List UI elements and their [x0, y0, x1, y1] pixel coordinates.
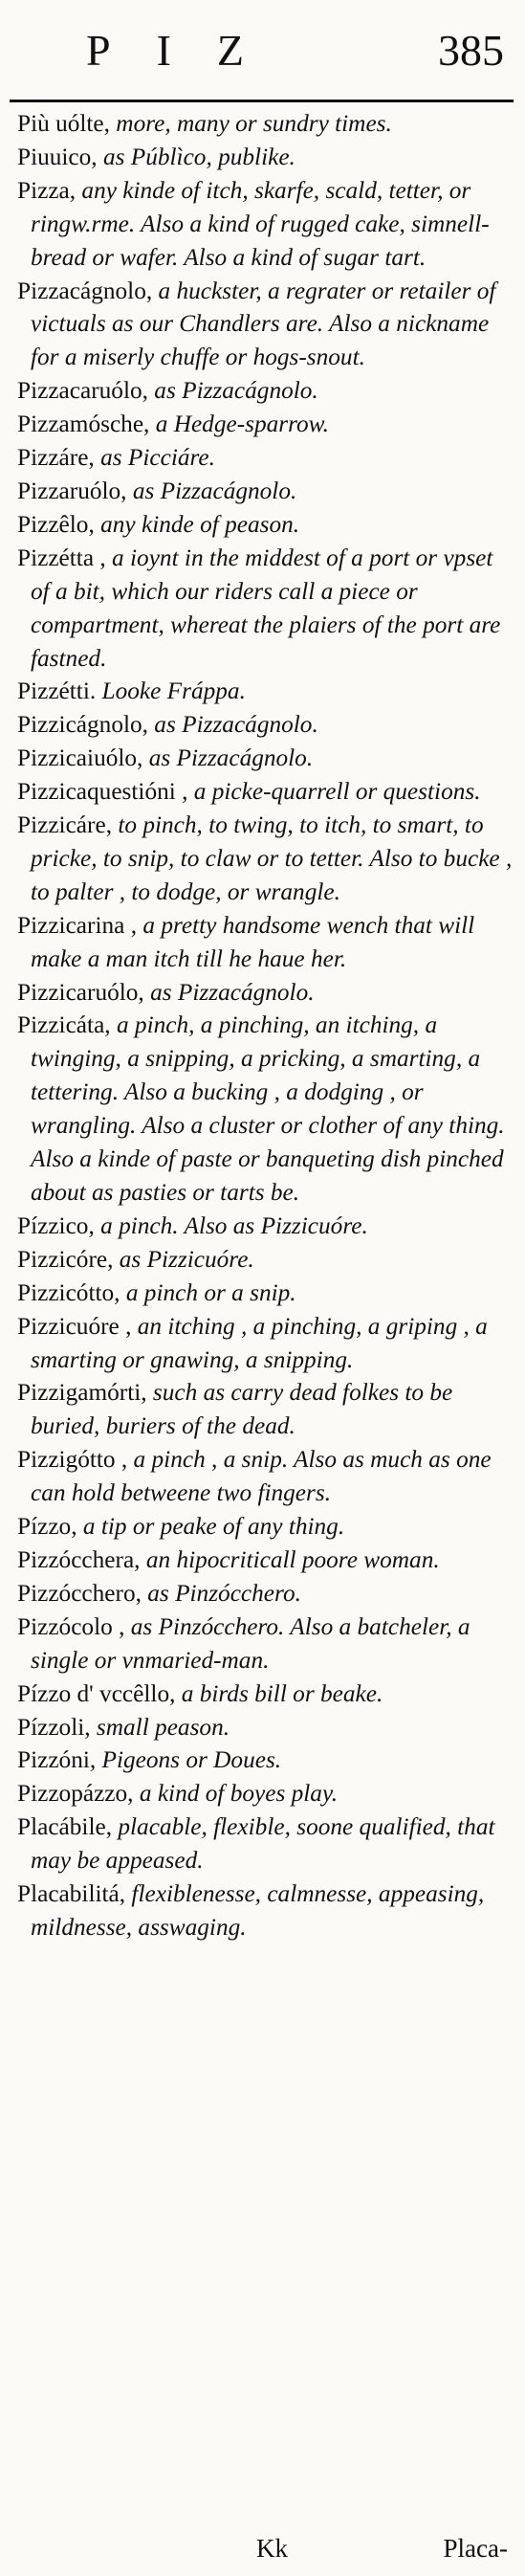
- entry-definition: Looke Fráppa.: [96, 677, 246, 705]
- dictionary-entry: [15, 141, 515, 174]
- entry-definition: as Públìco, publike.: [97, 143, 295, 170]
- dictionary-entry: [15, 374, 515, 408]
- dictionary-entry: [15, 1577, 515, 1610]
- entry-headword: Pízzico,: [17, 1211, 95, 1239]
- dictionary-entry: [15, 542, 515, 676]
- entry-headword: Pizzicáta,: [17, 1011, 111, 1039]
- entry-headword: Pizzóni,: [17, 1746, 97, 1774]
- entry-definition: an itching , a pinching, a griping , a smarting or gnawing, a snipping.: [31, 1312, 488, 1373]
- entry-definition: as Pizzacágnolo.: [126, 477, 297, 504]
- entry-definition: placable, flexible, soone qualified, that may be appeased.: [31, 1813, 495, 1875]
- entry-definition: a kind of boyes play.: [133, 1780, 339, 1808]
- dictionary-entry: [15, 809, 515, 909]
- dictionary-entry: [15, 708, 515, 742]
- page-number: 385: [438, 26, 504, 75]
- entry-headword: Pizzigótto ,: [17, 1446, 128, 1474]
- dictionary-entry: [15, 1310, 515, 1377]
- entry-definition: a pinch or a snip.: [120, 1278, 296, 1306]
- entry-definition: a pinch. Also as Pizzicuóre.: [94, 1211, 368, 1239]
- entry-definition: a huckster, a regrater or retailer of victuals as our Chandlers are. Also a nickname for a miserly chuffe or hogs-snout.: [31, 277, 496, 371]
- dictionary-entry: [15, 909, 515, 976]
- entry-headword: Pizzócchero,: [17, 1579, 142, 1607]
- entry-headword: Pizzicarina ,: [17, 911, 138, 939]
- entry-definition: more, many or sundry times.: [109, 110, 392, 137]
- dictionary-entry: [15, 976, 515, 1010]
- dictionary-entry: [15, 1510, 515, 1543]
- dictionary-entry: [15, 1777, 515, 1810]
- dictionary-entry: [15, 107, 515, 141]
- entry-definition: small peason.: [90, 1713, 230, 1741]
- entry-headword: Pizzócchera,: [17, 1545, 141, 1573]
- entry-headword: Pizzacaruólo,: [17, 377, 148, 405]
- entry-definition: any kinde of peason.: [94, 510, 300, 538]
- dictionary-entry: [15, 1743, 515, 1777]
- dictionary-entry: [15, 1243, 515, 1277]
- dictionary-entry: [15, 1711, 515, 1744]
- entry-headword: Piuuico,: [17, 143, 98, 170]
- entry-headword: Pizzicaquestióni ,: [17, 778, 188, 806]
- entry-headword: Pizzicótto,: [17, 1278, 120, 1306]
- entry-headword: Pizzacágnolo,: [17, 277, 153, 304]
- entry-definition: as Pinzócchero. Also a batcheler, a single or vnmaried-man.: [31, 1612, 470, 1674]
- entry-definition: a ioynt in the middest of a port or vpset of a bit, which our riders call a piece or compartment, whereat the plaiers of the port are fastned.: [31, 544, 501, 672]
- dictionary-entry: [15, 441, 515, 475]
- entry-headword: Pizzétta ,: [17, 544, 106, 571]
- entry-definition: as Pizzacágnolo.: [143, 978, 315, 1006]
- entry-definition: a pretty handsome wench that will make a man itch till he haue her.: [31, 911, 475, 972]
- entry-headword: Pizzigamórti,: [17, 1379, 147, 1407]
- entry-definition: flexiblenesse, calmnesse, appeasing, mildnesse, asswaging.: [31, 1880, 485, 1941]
- entry-headword: Pizzócolo ,: [17, 1612, 125, 1640]
- dictionary-entry: [15, 1877, 515, 1944]
- entry-headword: Pizzaruólo,: [17, 477, 127, 504]
- dictionary-entry: [15, 1610, 515, 1677]
- entry-headword: Pizzamósche,: [17, 411, 150, 438]
- entry-headword: Più uólte,: [17, 110, 110, 137]
- entry-definition: a tip or peake of any thing.: [77, 1513, 345, 1541]
- entry-definition: an hipocriticall poore woman.: [140, 1545, 440, 1573]
- dictionary-entry: [15, 1009, 515, 1209]
- running-head: PIZ: [86, 26, 290, 75]
- dictionary-entry: [15, 275, 515, 375]
- entry-definition: as Pizzicuóre.: [113, 1245, 254, 1273]
- dictionary-entry: [15, 1376, 515, 1443]
- dictionary-entry: [15, 508, 515, 542]
- dictionary-entry: [15, 174, 515, 275]
- dictionary-entry: [15, 675, 515, 708]
- entry-definition: as Pizzacágnolo.: [147, 377, 318, 405]
- entry-definition: as Pizzacágnolo.: [142, 744, 314, 772]
- entry-definition: as Picciáre.: [94, 444, 215, 472]
- dictionary-entry: [15, 1543, 515, 1577]
- dictionary-entry: [15, 775, 515, 809]
- entry-definition: as Pinzócchero.: [141, 1579, 301, 1607]
- entry-headword: Pizzicáre,: [17, 811, 113, 839]
- entry-headword: Pízzo d' vccêllo,: [17, 1679, 176, 1707]
- catchword: Placa-: [443, 2534, 508, 2563]
- dictionary-entry: [15, 1210, 515, 1243]
- entry-headword: Placábile,: [17, 1813, 113, 1841]
- entry-headword: Pizzicaruólo,: [17, 978, 144, 1006]
- entry-headword: Pizza,: [17, 176, 77, 204]
- entry-headword: Pizzicóre,: [17, 1245, 114, 1273]
- entry-definition: as Pizzacágnolo.: [147, 711, 318, 739]
- entry-headword: Pízzoli,: [17, 1713, 91, 1741]
- entry-headword: Pizzicágnolo,: [17, 711, 148, 739]
- entry-headword: Pizzopázzo,: [17, 1780, 134, 1808]
- page-header: [0, 8, 525, 94]
- header-rule: [10, 100, 514, 102]
- dictionary-entry: [15, 1277, 515, 1310]
- entry-definition: a picke-quarrell or questions.: [187, 778, 481, 806]
- page-footer: [0, 2534, 525, 2572]
- entry-definition: such as carry dead folkes to be buried, buriers of the dead.: [31, 1379, 453, 1440]
- entry-headword: Placabilitá,: [17, 1880, 126, 1908]
- entry-definition: a Hedge-sparrow.: [149, 411, 329, 438]
- entry-definition: a pinch, a pinching, an itching, a twinging, a snipping, a pricking, a smarting, a tettering. Also a bucking , a dodging , or wrangling. Also a cluster or clother of any thing. Also a kinde of paste or banqueting dish pinched about as pasties or tarts be.: [31, 1011, 505, 1206]
- dictionary-entry: [15, 475, 515, 508]
- dictionary-entry: [15, 742, 515, 775]
- entry-headword: Pízzo,: [17, 1513, 77, 1541]
- entry-definition: any kinde of itch, skarfe, scald, tetter, or ringw.rme. Also a kind of rugged cake, simnell-bread or wafer. Also a kind of sugar tart.: [31, 176, 490, 271]
- entry-list: [15, 107, 515, 1944]
- entry-headword: Pizzicaiuólo,: [17, 744, 143, 772]
- dictionary-entry: [15, 408, 515, 441]
- dictionary-entry: [15, 1443, 515, 1510]
- dictionary-entry: [15, 1810, 515, 1877]
- entry-headword: Pizzáre,: [17, 444, 95, 472]
- entry-definition: Pigeons or Doues.: [96, 1746, 282, 1774]
- entry-definition: to pinch, to twing, to itch, to smart, to pricke, to snip, to claw or to tetter. Also to bucke , to palter , to dodge, or wrangle.: [31, 811, 513, 905]
- entry-definition: a birds bill or beake.: [175, 1679, 383, 1707]
- entry-headword: Pizzêlo,: [17, 510, 95, 538]
- entry-headword: Pizzicuóre ,: [17, 1312, 132, 1340]
- entry-headword: Pizzétti.: [17, 677, 97, 705]
- entry-definition: a pinch , a snip. Also as much as one can hold betweene two fingers.: [31, 1446, 492, 1507]
- signature-mark: Kk: [256, 2534, 288, 2563]
- dictionary-entry: [15, 1677, 515, 1711]
